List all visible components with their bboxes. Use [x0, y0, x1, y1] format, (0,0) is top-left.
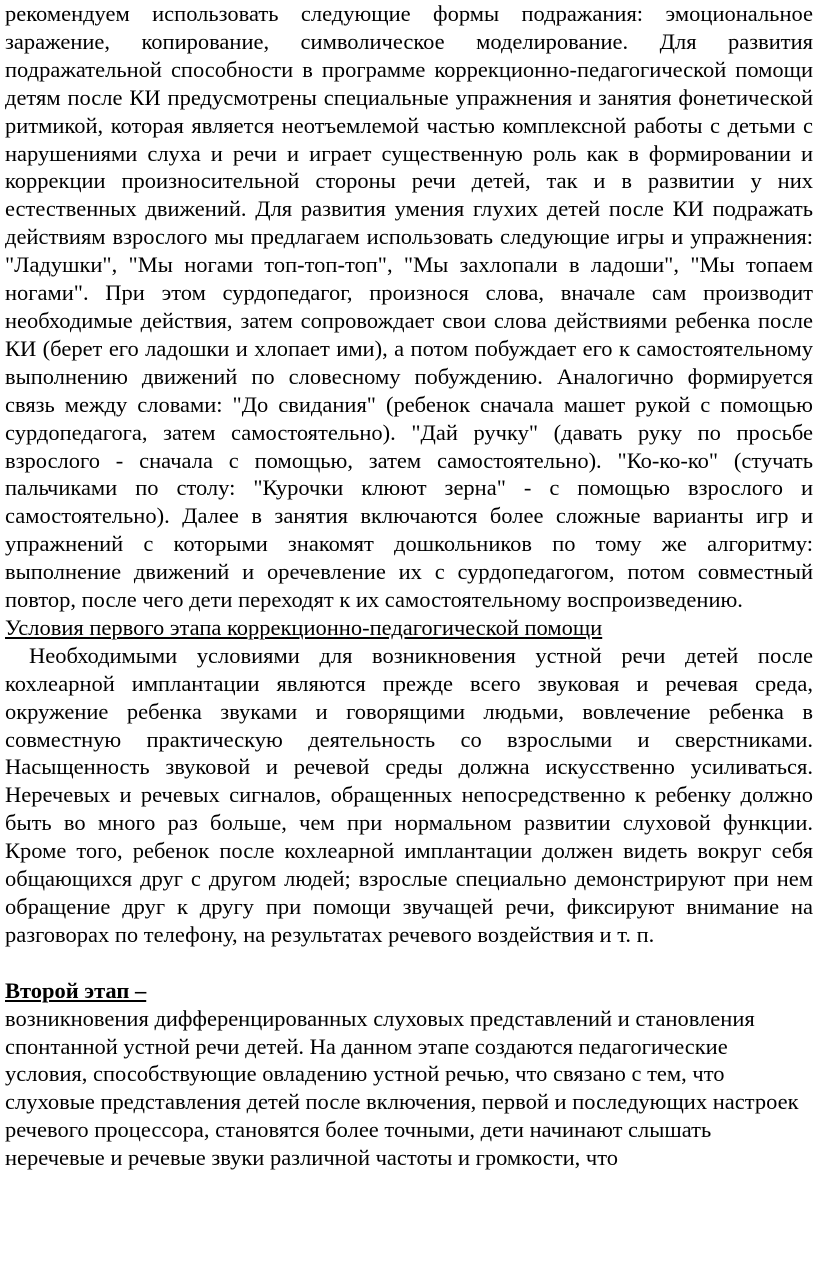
- paragraph-imitation-forms: рекомендуем использовать следующие формы подражания: эмоциональное заражение, копирование, символическое моделирование. Для развития подражательной способности в программе коррекционно-педагогической помощи детям после КИ предусмотрены специальные упражнения и занятия фонетической ритмикой, которая является неотъемлемой частью комплексной работы с детьми с нарушениями слуха и речи и играет существенную роль как в формировании и коррекции произносительной стороны речи детей, так и в развитии у них естественных движений. Для развития умения глухих детей после КИ подражать действиям взрослого мы предлагаем использовать следующие игры и упражнения: "Ладушки", "Мы ногами топ-топ-топ", "Мы захлопали в ладоши", "Мы топаем ногами". При этом сурдопедагог, произнося слова, вначале сам производит необходимые действия, затем сопровождает свои слова действиями ребенка после КИ (берет его ладошки и хлопает ими), а потом побуждает его к самостоятельному выполнению движений по словесному побуждению. Аналогично формируется связь между словами: "До свидания" (ребенок сначала машет рукой с помощью сурдопедагога, затем самостоятельно). "Дай ручку" (давать руку по просьбе взрослого - сначала с помощью, затем самостоятельно). "Ко-ко-ко" (стучать пальчиками по столу: "Курочки клюют зерна" - с помощью взрослого и самостоятельно). Далее в занятия включаются более сложные варианты игр и упражнений с которыми знакомят дошкольников по тому же алгоритму: выполнение движений и оречевление их с сурдопедагогом, потом совместный повтор, после чего дети переходят к их самостоятельному воспроизведению.: [5, 1, 813, 613]
- blank-line: [5, 949, 813, 977]
- section-title-second-stage: Второй этап –: [5, 977, 147, 1003]
- paragraph-second-stage: возникновения дифференцированных слуховых представлений и становления спонтанной устной речи детей. На данном этапе создаются педагогические условия, способствующие овладению устной речью, что связано с тем, что слуховые представления детей после включения, первой и последующих настроек речевого процессора, становятся более точными, дети начинают слышать неречевые и речевые звуки различной частоты и громкости, что: [5, 1005, 799, 1171]
- document-page: [5, 0, 813, 1172]
- paragraph-conditions: Необходимыми условиями для возникновения устной речи детей после кохлеарной имплантации являются прежде всего звуковая и речевая среда, окружение ребенка звуками и говорящими людьми, вовлечение ребенка в совместную практическую деятельность со взрослыми и сверстниками. Насыщенность звуковой и речевой среды должна искусственно усиливаться. Неречевых и речевых сигналов, обращенных непосредственно к ребенку должно быть во много раз больше, чем при нормальном развитии слуховой функции. Кроме того, ребенок после кохлеарной имплантации должен видеть вокруг себя общающихся друг с другом людей; взрослые специально демонстрируют при нем обращение друг к другу при помощи звучащей речи, фиксируют внимание на разговорах по телефону, на результатах речевого воздействия и т. п.: [5, 642, 813, 947]
- section-title-first-stage-conditions: Условия первого этапа коррекционно-педагогической помощи: [5, 614, 603, 640]
